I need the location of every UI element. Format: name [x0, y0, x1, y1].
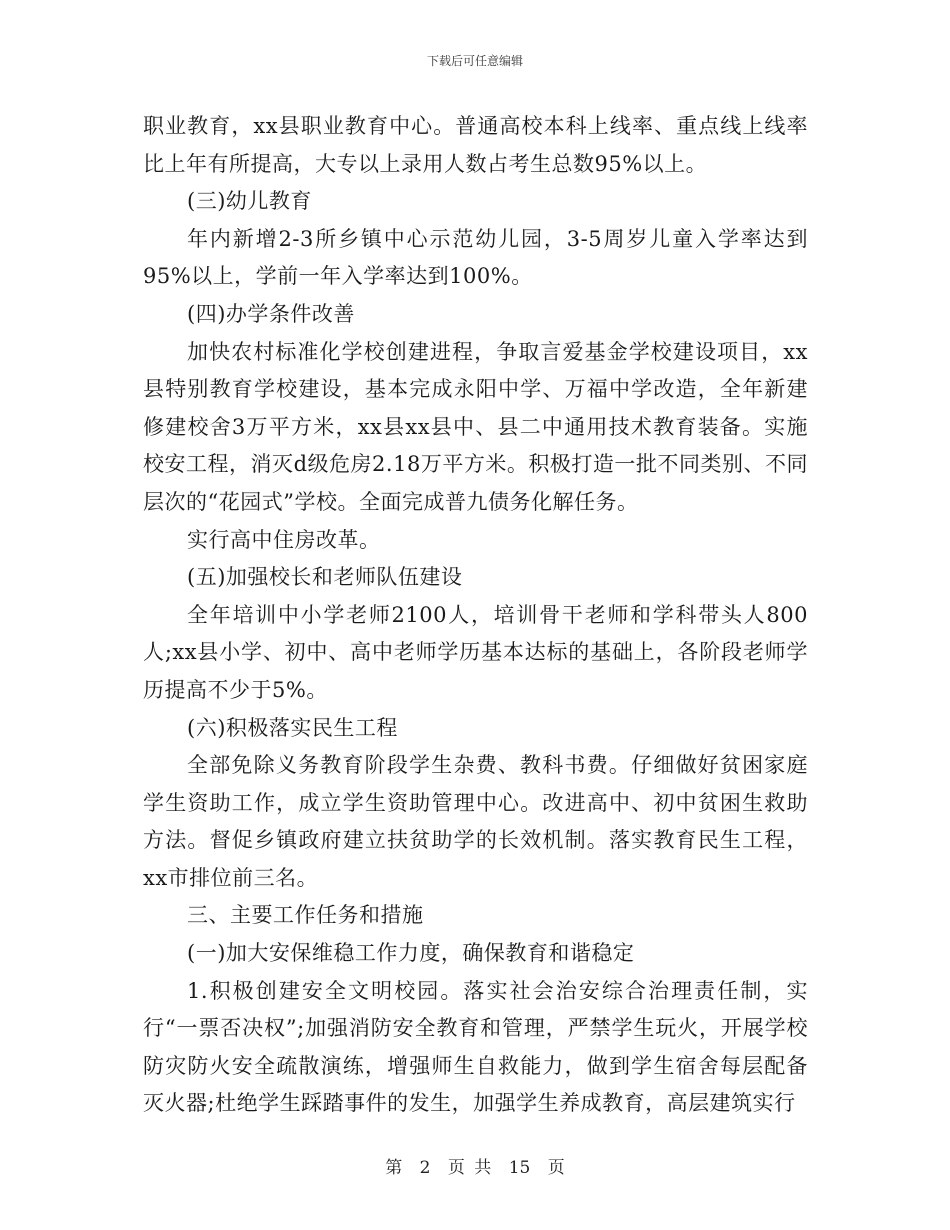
paragraph: 年内新增2-3所乡镇中心示范幼儿园，3-5周岁儿童入学率达到95%以上，学前一年入学率达到100%。 — [143, 226, 808, 289]
paragraph: 全部免除义务教育阶段学生杂费、教科书费。仔细做好贫困家庭学生资助工作，成立学生资助管理中心。改进高中、初中贫困生救助方法。督促乡镇政府建立扶贫助学的长效机制。落实教育民生工程，xx市排位前三名。 — [143, 753, 808, 890]
page-header: 下载后可任意编辑 — [426, 54, 523, 68]
paragraph: 加快农村标准化学校创建进程，争取言爱基金学校建设项目，xx县特别教育学校建设，基本完成永阳中学、万福中学改造，全年新建修建校舍3万平方米，xx县xx县中、县二中通用技术教育装备。实施校安工程，消灭d级危房2.18万平方米。积极打造一批不同类别、不同层次的“花园式”学校。全面完成普九债务化解任务。 — [143, 339, 808, 514]
page-footer — [0, 1153, 950, 1178]
paragraph: 1.积极创建安全文明校园。落实社会治安综合治理责任制，实行“一票否决权”;加强消防安全教育和管理，严禁学生玩火，开展学校防灾防火安全疏散演练，增强师生自救能力，做到学生宿舍每层配备灭火器;杜绝学生踩踏事件的发生，加强学生养成教育，高层建筑实行 — [143, 978, 808, 1116]
footer-prefix: 第 — [385, 1158, 403, 1178]
paragraph: 实行高中住房改革。 — [187, 527, 381, 552]
paragraph: 全年培训中小学老师2100人，培训骨干老师和学科带头人800人;xx县小学、初中、高中老师学历基本达标的基础上，各阶段老师学历提高不少于5%。 — [143, 602, 808, 702]
page-number: 2 — [419, 1158, 431, 1178]
document-body — [143, 108, 808, 1123]
footer-suffix: 页 — [547, 1158, 565, 1178]
section-heading: (一)加大安保维稳工作力度，确保教育和谐稳定 — [187, 941, 635, 966]
section-heading: (五)加强校长和老师队伍建设 — [187, 565, 463, 590]
section-heading: (三)幼儿教育 — [187, 189, 312, 214]
paragraph: 职业教育，xx县职业教育中心。普通高校本科上线率、重点线上线率比上年有所提高，大专以上录用人数占考生总数95%以上。 — [143, 114, 808, 176]
section-heading: (六)积极落实民生工程 — [187, 715, 398, 740]
section-heading: (四)办学条件改善 — [187, 301, 355, 326]
chapter-heading: 三、主要工作任务和措施 — [187, 903, 424, 928]
footer-middle: 页 共 — [447, 1158, 492, 1178]
total-pages: 15 — [508, 1158, 531, 1178]
